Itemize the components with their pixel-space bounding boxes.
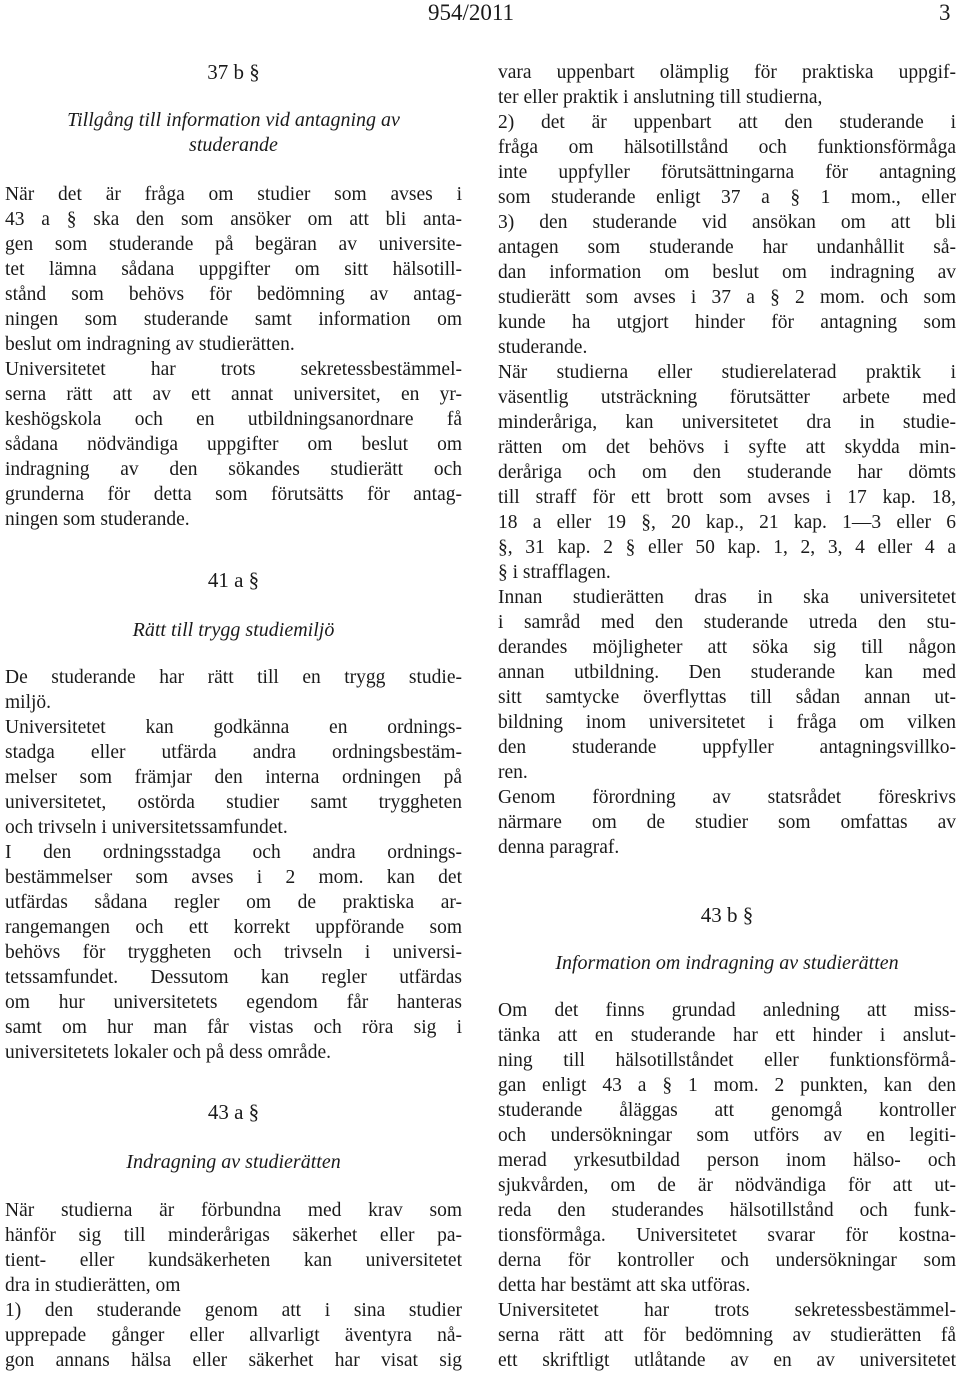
text-line: som studerande enligt 37 a § 1 mom., eller bbox=[498, 187, 956, 208]
text-line: tet lämna sådana uppgifter om sitt hälsotill- bbox=[5, 259, 462, 280]
text-line: väsentlig utsträckning förutsätter arbete med bbox=[498, 387, 956, 408]
text-line: inte uppfyller förutsättningarna för antagning bbox=[498, 162, 956, 183]
text-line: serna rätt att av ett annat universitet, en yr- bbox=[5, 384, 462, 405]
text-line: grunderna för detta som förutsätts för antag- bbox=[5, 484, 462, 505]
text-line: 2) det är uppenbart att den studerande i bbox=[498, 112, 956, 133]
text-line: detta har bestämt att ska utföras. bbox=[498, 1275, 751, 1296]
text-line: När studierna är förbundna med krav som bbox=[5, 1200, 462, 1221]
text-line: tionsförmåga. Universitetet svarar för kostna- bbox=[498, 1225, 956, 1246]
text-line: Innan studierätten dras in ska universitetet bbox=[498, 587, 956, 608]
text-line: om hur universitetets egendom får hanteras bbox=[5, 992, 462, 1013]
text-line: sådana nödvändiga uppgifter om beslut om bbox=[5, 434, 462, 455]
text-line: indragning av den sökandes studierätt och bbox=[5, 459, 462, 480]
text-line: tient- eller kundsäkerheten kan universitetet bbox=[5, 1250, 462, 1271]
text-line: deråriga och om den studerande har dömts bbox=[498, 462, 956, 483]
text-line: rätten om det behövs i syfte att skydda min- bbox=[498, 437, 956, 458]
text-line: sitt samtycke överflyttas till sådan annan ut- bbox=[498, 687, 956, 708]
text-line: derna för kontroller och undersökningar som bbox=[498, 1250, 956, 1271]
text-line: 18 a eller 19 §, 20 kap., 21 kap. 1—3 eller 6 bbox=[498, 512, 956, 533]
section-heading: 41 a § bbox=[207, 568, 260, 592]
text-line: kunde ha utgjort hinder för antagning som bbox=[498, 312, 956, 333]
text-line: bestämmelser som avses i 2 mom. kan det bbox=[5, 867, 462, 888]
text-line: stadga eller utfärda andra ordningsbestäm- bbox=[5, 742, 462, 763]
section-heading: 43 b § bbox=[700, 903, 754, 927]
text-line: Universitetet har trots sekretessbestämmel- bbox=[5, 359, 462, 380]
text-line: När studierna eller studierelaterad praktik i bbox=[498, 362, 956, 383]
text-line: universitetet, ostörda studier samt tryggheten bbox=[5, 792, 462, 813]
text-line: Universitetet har trots sekretessbestämmel- bbox=[498, 1300, 956, 1321]
text-line: minderåriga, kan universitetet dra in studie- bbox=[498, 412, 956, 433]
text-line: ning till hälsotillståndet eller funktionsförmå- bbox=[498, 1050, 956, 1071]
text-line: fråga om hälsotillstånd och funktionsförmåga bbox=[498, 137, 956, 158]
text-line: studerande åläggas att genomgå kontroller bbox=[498, 1100, 956, 1121]
text-line: stånd som behövs för bedömning av antag- bbox=[5, 284, 462, 305]
text-line: utfärdas sådana regler om de praktiska ar- bbox=[5, 892, 462, 913]
document-number: 954/2011 bbox=[428, 0, 515, 25]
text-line: gan enligt 43 a § 1 mom. 2 punkten, kan den bbox=[498, 1075, 956, 1096]
text-line: miljö. bbox=[5, 692, 52, 713]
text-line: keshögskola och en utbildningsanordnare få bbox=[5, 409, 462, 430]
text-line: Genom förordning av statsrådet föreskrivs bbox=[498, 787, 956, 808]
text-line: § i strafflagen. bbox=[498, 562, 611, 583]
text-line: ter eller praktik i anslutning till studierna, bbox=[498, 87, 823, 108]
text-line: i samråd med den studerande utreda den stu- bbox=[498, 612, 956, 633]
text-line: bildning inom universitetet i fråga om vilken bbox=[498, 712, 956, 733]
text-line: gon annans hälsa eller säkerhet har visat sig bbox=[5, 1350, 462, 1371]
text-line: §, 31 kap. 2 § eller 50 kap. 1, 2, 3, 4 eller 4 a bbox=[498, 537, 956, 558]
text-line: samt om hur man får vistas och röra sig i bbox=[5, 1017, 462, 1038]
text-line: behövs för tryggheten och trivseln i universi- bbox=[5, 942, 462, 963]
text-line: och undersökningar som utförs av en legiti- bbox=[498, 1125, 956, 1146]
text-line: till straff för ett brott som avses i 17 kap. 18, bbox=[498, 487, 956, 508]
text-line: De studerande har rätt till en trygg studie- bbox=[5, 667, 462, 688]
text-line: När det är fråga om studier som avses i bbox=[5, 184, 462, 205]
text-line: serna rätt att för bedömning av studierätten få bbox=[498, 1325, 956, 1346]
section-heading: 43 a § bbox=[207, 1100, 260, 1124]
text-line: derandes möjligheter att söka sig till någon bbox=[498, 637, 956, 658]
text-line: tänka att en studerande har ett hinder i anslut- bbox=[498, 1025, 956, 1046]
text-line: närmare om de studier som omfattas av bbox=[498, 812, 956, 833]
section-title: Tillgång till information vid antagning av bbox=[67, 109, 400, 131]
text-line: vara uppenbart olämplig för praktiska uppgif- bbox=[498, 62, 956, 83]
text-line: beslut om indragning av studierätten. bbox=[5, 334, 295, 355]
text-line: tetssamfundet. Dessutom kan regler utfärdas bbox=[5, 967, 462, 988]
section-heading: 37 b § bbox=[207, 60, 260, 84]
text-line: ett skriftligt utlåtande av en av universitetet bbox=[498, 1350, 956, 1371]
text-line: dra in studierätten, om bbox=[5, 1275, 181, 1296]
text-line: 3) den studerande vid ansökan om att bli bbox=[498, 212, 956, 233]
section-title: Information om indragning av studierätten bbox=[555, 952, 899, 974]
text-line: Universitetet kan godkänna en ordnings- bbox=[5, 717, 462, 738]
text-line: merad yrkesutbildad person inom hälso- och bbox=[498, 1150, 956, 1171]
text-line: upprepade gånger eller allvarligt äventyra nå- bbox=[5, 1325, 462, 1346]
text-line: annan utbildning. Den studerande kan med bbox=[498, 662, 956, 683]
text-line: och trivseln i universitetssamfundet. bbox=[5, 817, 288, 838]
text-line: hänför sig till minderårigas säkerhet eller pa- bbox=[5, 1225, 462, 1246]
section-title: studerande bbox=[189, 134, 278, 156]
section-title: Rätt till trygg studiemiljö bbox=[132, 619, 335, 641]
text-line: ningen som studerande. bbox=[5, 509, 190, 530]
text-line: studerande. bbox=[498, 337, 588, 358]
text-line: gen som studerande på begäran av universite- bbox=[5, 234, 462, 255]
text-line: rangemangen och ett korrekt uppförande som bbox=[5, 917, 462, 938]
text-line: melser som främjar den interna ordningen på bbox=[5, 767, 462, 788]
text-line: ningen som studerande samt information om bbox=[5, 309, 462, 330]
section-title: Indragning av studierätten bbox=[126, 1151, 341, 1173]
page-number: 3 bbox=[939, 0, 951, 25]
text-line: reda den studerandes hälsotillstånd och funk- bbox=[498, 1200, 956, 1221]
text-line: 43 a § ska den som ansöker om att bli anta- bbox=[5, 209, 462, 230]
text-line: dan information om beslut om indragning av bbox=[498, 262, 956, 283]
text-line: denna paragraf. bbox=[498, 837, 620, 858]
text-line: I den ordningsstadga och andra ordnings- bbox=[5, 842, 462, 863]
text-line: Om det finns grundad anledning att miss- bbox=[498, 1000, 956, 1021]
text-line: antagen som studerande har undanhållit så- bbox=[498, 237, 956, 258]
text-line: studierätt som avses i 37 a § 2 mom. och som bbox=[498, 287, 956, 308]
text-line: den studerande uppfyller antagningsvillko- bbox=[498, 737, 956, 758]
text-line: universitetets lokaler och på dess område. bbox=[5, 1042, 331, 1063]
text-line: sjukvården, om de är nödvändiga för att ut- bbox=[498, 1175, 956, 1196]
text-line: ren. bbox=[498, 762, 528, 783]
text-line: 1) den studerande genom att i sina studier bbox=[5, 1300, 462, 1321]
